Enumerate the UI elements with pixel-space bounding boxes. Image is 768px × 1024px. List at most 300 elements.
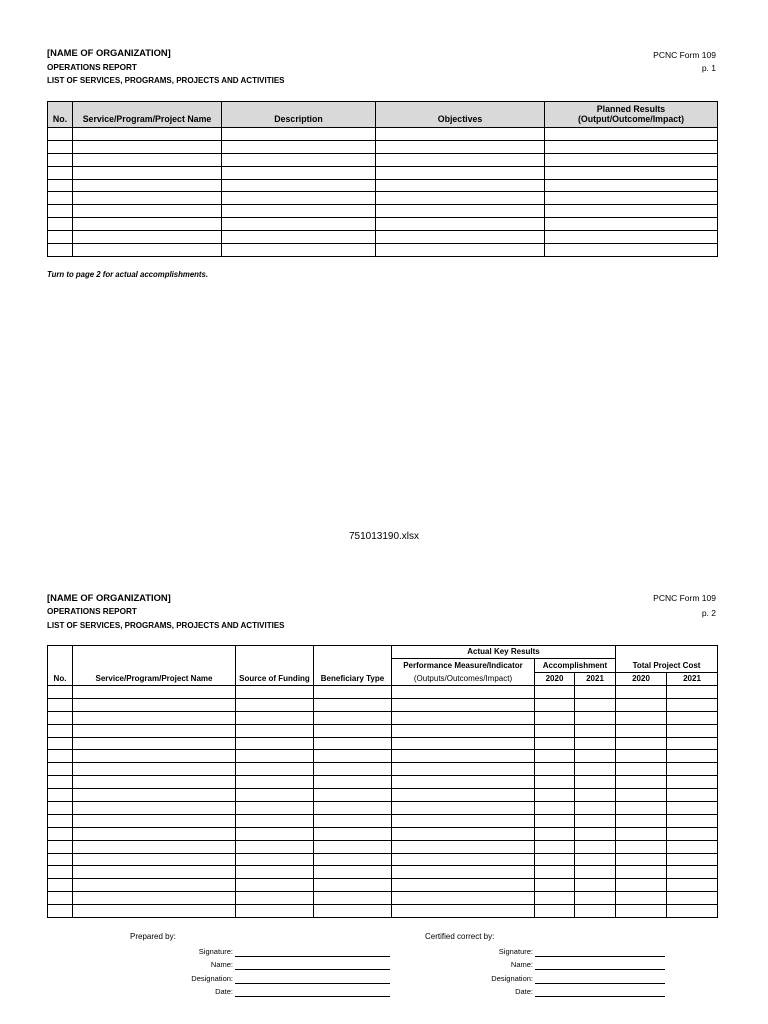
total-cost-2021-cell bbox=[667, 840, 718, 853]
planned-results-cell bbox=[545, 218, 718, 231]
accomplishment-2021-cell bbox=[575, 840, 616, 853]
objectives-cell bbox=[376, 153, 545, 166]
field-label: Date: bbox=[515, 987, 533, 996]
service-name-cell bbox=[73, 892, 236, 905]
total-cost-2021-cell bbox=[667, 686, 718, 699]
objectives-cell bbox=[376, 231, 545, 244]
total-cost-2020-cell bbox=[616, 737, 667, 750]
performance-measure-cell bbox=[392, 802, 535, 815]
table-row bbox=[48, 231, 718, 244]
no-cell bbox=[48, 892, 73, 905]
beneficiary-type-cell bbox=[314, 737, 392, 750]
total-cost-2020-cell bbox=[616, 827, 667, 840]
total-cost-2020-cell bbox=[616, 802, 667, 815]
accomplishment-2020-cell bbox=[535, 866, 575, 879]
table-row bbox=[48, 711, 718, 724]
performance-measure-cell bbox=[392, 866, 535, 879]
no-cell bbox=[48, 218, 73, 231]
source-of-funding-cell bbox=[236, 686, 314, 699]
beneficiary-type-cell bbox=[314, 814, 392, 827]
performance-measure-cell bbox=[392, 827, 535, 840]
source-of-funding-cell bbox=[236, 814, 314, 827]
report-subtitle: LIST OF SERVICES, PROGRAMS, PROJECTS AND ACTIVITIES bbox=[47, 621, 285, 630]
objectives-cell bbox=[376, 166, 545, 179]
accomplishment-2021-cell bbox=[575, 802, 616, 815]
total-cost-2021-cell bbox=[667, 853, 718, 866]
accomplishment-2021-cell bbox=[575, 763, 616, 776]
service-name-cell bbox=[73, 140, 222, 153]
no-cell bbox=[48, 853, 73, 866]
service-name-cell bbox=[73, 750, 236, 763]
table-row bbox=[48, 686, 718, 699]
no-cell bbox=[48, 166, 73, 179]
field-line bbox=[235, 986, 390, 997]
header-project-cost-year: 2021 bbox=[667, 672, 718, 686]
header-planned-results-title: Planned Results bbox=[596, 104, 666, 114]
service-name-cell bbox=[73, 763, 236, 776]
accomplishment-2020-cell bbox=[535, 827, 575, 840]
form-number: PCNC Form 109 bbox=[653, 50, 716, 60]
beneficiary-type-cell bbox=[314, 879, 392, 892]
certified-by-signature-field bbox=[433, 946, 665, 957]
planned-services-table bbox=[47, 101, 718, 257]
service-name-cell bbox=[73, 840, 236, 853]
header-description: Description bbox=[222, 102, 376, 128]
beneficiary-type-cell bbox=[314, 802, 392, 815]
header-project-cost-year: 2020 bbox=[616, 672, 667, 686]
no-cell bbox=[48, 128, 73, 141]
certified-by-designation-field bbox=[433, 973, 665, 984]
header-performance-measure-sub: (Outputs/Outcomes/Impact) bbox=[413, 674, 513, 683]
accomplishment-2020-cell bbox=[535, 802, 575, 815]
field-line bbox=[235, 973, 390, 984]
table-row bbox=[48, 879, 718, 892]
no-cell bbox=[48, 737, 73, 750]
beneficiary-type-cell bbox=[314, 724, 392, 737]
table-row bbox=[48, 218, 718, 231]
table-row bbox=[48, 698, 718, 711]
footer-file-name: 751013190.xlsx bbox=[348, 531, 420, 542]
objectives-cell bbox=[376, 205, 545, 218]
description-cell bbox=[222, 179, 376, 192]
table-row bbox=[48, 166, 718, 179]
header-beneficiary-type: Beneficiary Type bbox=[314, 646, 392, 686]
accomplishment-2021-cell bbox=[575, 724, 616, 737]
header-no: No. bbox=[48, 102, 73, 128]
source-of-funding-cell bbox=[236, 879, 314, 892]
no-cell bbox=[48, 776, 73, 789]
source-of-funding-cell bbox=[236, 802, 314, 815]
performance-measure-cell bbox=[392, 724, 535, 737]
accomplishment-2020-cell bbox=[535, 686, 575, 699]
accomplishment-2021-cell bbox=[575, 905, 616, 918]
certified-by-name-field bbox=[433, 959, 665, 970]
header-accomplishment: Accomplishment bbox=[535, 659, 616, 673]
total-cost-2020-cell bbox=[616, 686, 667, 699]
performance-measure-cell bbox=[392, 698, 535, 711]
accomplishment-2020-cell bbox=[535, 776, 575, 789]
description-cell bbox=[222, 128, 376, 141]
accomplishment-2021-cell bbox=[575, 853, 616, 866]
performance-measure-cell bbox=[392, 776, 535, 789]
prepared-by-name-field bbox=[133, 959, 390, 970]
accomplishment-2020-cell bbox=[535, 737, 575, 750]
performance-measure-cell bbox=[392, 879, 535, 892]
table-row bbox=[48, 905, 718, 918]
source-of-funding-cell bbox=[236, 905, 314, 918]
table-row bbox=[48, 802, 718, 815]
field-line bbox=[535, 973, 665, 984]
total-cost-2020-cell bbox=[616, 698, 667, 711]
table-header-row bbox=[48, 646, 718, 659]
accomplishment-2021-cell bbox=[575, 866, 616, 879]
page-number: p. 2 bbox=[701, 608, 716, 618]
description-cell bbox=[222, 205, 376, 218]
total-cost-2020-cell bbox=[616, 853, 667, 866]
accomplishment-2020-cell bbox=[535, 853, 575, 866]
accomplishment-2020-cell bbox=[535, 814, 575, 827]
prepared-by-date-field bbox=[133, 986, 390, 997]
field-line bbox=[235, 946, 390, 957]
total-cost-2021-cell bbox=[667, 879, 718, 892]
total-cost-2021-cell bbox=[667, 866, 718, 879]
description-cell bbox=[222, 153, 376, 166]
service-name-cell bbox=[73, 905, 236, 918]
performance-measure-cell bbox=[392, 892, 535, 905]
source-of-funding-cell bbox=[236, 737, 314, 750]
table-row bbox=[48, 244, 718, 257]
planned-results-cell bbox=[545, 205, 718, 218]
table-row bbox=[48, 140, 718, 153]
service-name-cell bbox=[73, 698, 236, 711]
source-of-funding-cell bbox=[236, 776, 314, 789]
total-cost-2021-cell bbox=[667, 789, 718, 802]
table-row bbox=[48, 128, 718, 141]
objectives-cell bbox=[376, 179, 545, 192]
no-cell bbox=[48, 789, 73, 802]
source-of-funding-cell bbox=[236, 789, 314, 802]
total-cost-2020-cell bbox=[616, 776, 667, 789]
no-cell bbox=[48, 840, 73, 853]
total-cost-2020-cell bbox=[616, 711, 667, 724]
no-cell bbox=[48, 866, 73, 879]
no-cell bbox=[48, 905, 73, 918]
table-row bbox=[48, 814, 718, 827]
field-label: Date: bbox=[215, 987, 233, 996]
beneficiary-type-cell bbox=[314, 853, 392, 866]
objectives-cell bbox=[376, 218, 545, 231]
total-cost-2021-cell bbox=[667, 724, 718, 737]
no-cell bbox=[48, 231, 73, 244]
beneficiary-type-cell bbox=[314, 866, 392, 879]
service-name-cell bbox=[73, 153, 222, 166]
accomplishment-2020-cell bbox=[535, 905, 575, 918]
service-name-cell bbox=[73, 244, 222, 257]
beneficiary-type-cell bbox=[314, 698, 392, 711]
field-line bbox=[535, 959, 665, 970]
no-cell bbox=[48, 750, 73, 763]
accomplishment-2021-cell bbox=[575, 789, 616, 802]
report-title: OPERATIONS REPORT bbox=[47, 607, 137, 616]
source-of-funding-cell bbox=[236, 711, 314, 724]
report-subtitle: LIST OF SERVICES, PROGRAMS, PROJECTS AND ACTIVITIES bbox=[47, 76, 285, 85]
source-of-funding-cell bbox=[236, 827, 314, 840]
field-label: Name: bbox=[510, 960, 533, 969]
service-name-cell bbox=[73, 205, 222, 218]
prepared-by-signature-field bbox=[133, 946, 390, 957]
beneficiary-type-cell bbox=[314, 776, 392, 789]
total-cost-2021-cell bbox=[667, 698, 718, 711]
service-name-cell bbox=[73, 179, 222, 192]
table-row bbox=[48, 866, 718, 879]
table-row bbox=[48, 776, 718, 789]
objectives-cell bbox=[376, 244, 545, 257]
field-line bbox=[535, 986, 665, 997]
no-cell bbox=[48, 698, 73, 711]
description-cell bbox=[222, 231, 376, 244]
description-cell bbox=[222, 192, 376, 205]
header-source-of-funding: Source of Funding bbox=[236, 646, 314, 686]
performance-measure-cell bbox=[392, 686, 535, 699]
planned-results-cell bbox=[545, 128, 718, 141]
total-cost-2020-cell bbox=[616, 750, 667, 763]
table-row bbox=[48, 737, 718, 750]
header-service-name: Service/Program/Project Name bbox=[73, 646, 236, 686]
description-cell bbox=[222, 244, 376, 257]
header-performance-measure-title: Performance Measure/Indicator bbox=[403, 661, 523, 670]
service-name-cell bbox=[73, 853, 236, 866]
accomplishment-2021-cell bbox=[575, 686, 616, 699]
page-number: p. 1 bbox=[701, 63, 716, 73]
planned-results-cell bbox=[545, 166, 718, 179]
total-cost-2021-cell bbox=[667, 750, 718, 763]
planned-results-cell bbox=[545, 140, 718, 153]
table-row bbox=[48, 750, 718, 763]
performance-measure-cell bbox=[392, 737, 535, 750]
performance-measure-cell bbox=[392, 905, 535, 918]
organization-name: [NAME OF ORGANIZATION] bbox=[47, 592, 171, 603]
total-cost-2021-cell bbox=[667, 711, 718, 724]
no-cell bbox=[48, 205, 73, 218]
form-number: PCNC Form 109 bbox=[653, 593, 716, 603]
service-name-cell bbox=[73, 724, 236, 737]
total-cost-2021-cell bbox=[667, 892, 718, 905]
total-cost-2020-cell bbox=[616, 905, 667, 918]
total-cost-2020-cell bbox=[616, 866, 667, 879]
total-cost-2021-cell bbox=[667, 763, 718, 776]
total-cost-2020-cell bbox=[616, 763, 667, 776]
header-planned-results bbox=[545, 102, 718, 128]
planned-results-cell bbox=[545, 244, 718, 257]
no-cell bbox=[48, 711, 73, 724]
table-row bbox=[48, 153, 718, 166]
description-cell bbox=[222, 140, 376, 153]
beneficiary-type-cell bbox=[314, 750, 392, 763]
performance-measure-cell bbox=[392, 711, 535, 724]
total-cost-2021-cell bbox=[667, 814, 718, 827]
source-of-funding-cell bbox=[236, 866, 314, 879]
total-cost-2021-cell bbox=[667, 905, 718, 918]
service-name-cell bbox=[73, 866, 236, 879]
no-cell bbox=[48, 686, 73, 699]
performance-measure-cell bbox=[392, 853, 535, 866]
performance-measure-cell bbox=[392, 840, 535, 853]
beneficiary-type-cell bbox=[314, 686, 392, 699]
table-row bbox=[48, 827, 718, 840]
objectives-cell bbox=[376, 192, 545, 205]
accomplishment-2021-cell bbox=[575, 814, 616, 827]
organization-name: [NAME OF ORGANIZATION] bbox=[47, 47, 171, 58]
header-service-name: Service/Program/Project Name bbox=[73, 102, 222, 128]
service-name-cell bbox=[73, 192, 222, 205]
total-cost-2021-cell bbox=[667, 776, 718, 789]
table-header-row bbox=[48, 102, 718, 128]
performance-measure-cell bbox=[392, 814, 535, 827]
accomplishment-2021-cell bbox=[575, 879, 616, 892]
accomplishment-2020-cell bbox=[535, 698, 575, 711]
total-cost-2020-cell bbox=[616, 892, 667, 905]
total-cost-2020-cell bbox=[616, 814, 667, 827]
no-cell bbox=[48, 244, 73, 257]
planned-results-cell bbox=[545, 192, 718, 205]
table-row bbox=[48, 205, 718, 218]
header-actual-key-results: Actual Key Results bbox=[392, 646, 616, 659]
performance-measure-cell bbox=[392, 750, 535, 763]
source-of-funding-cell bbox=[236, 853, 314, 866]
no-cell bbox=[48, 879, 73, 892]
table-row bbox=[48, 853, 718, 866]
field-line bbox=[535, 946, 665, 957]
objectives-cell bbox=[376, 140, 545, 153]
service-name-cell bbox=[73, 737, 236, 750]
source-of-funding-cell bbox=[236, 840, 314, 853]
source-of-funding-cell bbox=[236, 698, 314, 711]
performance-measure-cell bbox=[392, 763, 535, 776]
accomplishment-2020-cell bbox=[535, 892, 575, 905]
service-name-cell bbox=[73, 128, 222, 141]
no-cell bbox=[48, 192, 73, 205]
header-accomplishment-year: 2020 bbox=[535, 672, 575, 686]
field-label: Signature: bbox=[498, 947, 533, 956]
table-body bbox=[48, 686, 718, 918]
field-label: Designation: bbox=[191, 974, 233, 983]
accomplishment-2021-cell bbox=[575, 827, 616, 840]
header-total-project-cost: Total Project Cost bbox=[616, 646, 718, 673]
objectives-cell bbox=[376, 128, 545, 141]
service-name-cell bbox=[73, 166, 222, 179]
performance-measure-cell bbox=[392, 789, 535, 802]
service-name-cell bbox=[73, 879, 236, 892]
beneficiary-type-cell bbox=[314, 827, 392, 840]
actual-results-table bbox=[47, 645, 718, 918]
service-name-cell bbox=[73, 802, 236, 815]
table-row bbox=[48, 724, 718, 737]
no-cell bbox=[48, 763, 73, 776]
planned-results-cell bbox=[545, 153, 718, 166]
table-row bbox=[48, 192, 718, 205]
no-cell bbox=[48, 802, 73, 815]
beneficiary-type-cell bbox=[314, 892, 392, 905]
table-row bbox=[48, 840, 718, 853]
service-name-cell bbox=[73, 231, 222, 244]
accomplishment-2020-cell bbox=[535, 724, 575, 737]
no-cell bbox=[48, 140, 73, 153]
source-of-funding-cell bbox=[236, 763, 314, 776]
beneficiary-type-cell bbox=[314, 763, 392, 776]
service-name-cell bbox=[73, 814, 236, 827]
header-performance-measure bbox=[392, 659, 535, 686]
service-name-cell bbox=[73, 827, 236, 840]
header-objectives: Objectives bbox=[376, 102, 545, 128]
table-row bbox=[48, 789, 718, 802]
description-cell bbox=[222, 166, 376, 179]
accomplishment-2021-cell bbox=[575, 711, 616, 724]
no-cell bbox=[48, 724, 73, 737]
certified-by-date-field bbox=[433, 986, 665, 997]
field-label: Designation: bbox=[491, 974, 533, 983]
no-cell bbox=[48, 179, 73, 192]
accomplishment-2021-cell bbox=[575, 737, 616, 750]
beneficiary-type-cell bbox=[314, 711, 392, 724]
total-cost-2020-cell bbox=[616, 789, 667, 802]
total-cost-2021-cell bbox=[667, 802, 718, 815]
accomplishment-2021-cell bbox=[575, 892, 616, 905]
total-cost-2020-cell bbox=[616, 840, 667, 853]
table-row bbox=[48, 892, 718, 905]
table-row bbox=[48, 179, 718, 192]
total-cost-2021-cell bbox=[667, 737, 718, 750]
description-cell bbox=[222, 218, 376, 231]
accomplishment-2020-cell bbox=[535, 763, 575, 776]
header-no: No. bbox=[48, 646, 73, 686]
no-cell bbox=[48, 827, 73, 840]
header-planned-results-sub: (Output/Outcome/Impact) bbox=[577, 114, 685, 124]
prepared-by-heading: Prepared by: bbox=[130, 932, 176, 941]
accomplishment-2021-cell bbox=[575, 750, 616, 763]
table-row bbox=[48, 763, 718, 776]
accomplishment-2021-cell bbox=[575, 776, 616, 789]
header-accomplishment-year: 2021 bbox=[575, 672, 616, 686]
field-label: Name: bbox=[210, 960, 233, 969]
no-cell bbox=[48, 153, 73, 166]
field-line bbox=[235, 959, 390, 970]
certified-by-heading: Certified correct by: bbox=[425, 932, 495, 941]
service-name-cell bbox=[73, 686, 236, 699]
planned-results-cell bbox=[545, 179, 718, 192]
no-cell bbox=[48, 814, 73, 827]
source-of-funding-cell bbox=[236, 892, 314, 905]
accomplishment-2020-cell bbox=[535, 879, 575, 892]
accomplishment-2021-cell bbox=[575, 698, 616, 711]
total-cost-2020-cell bbox=[616, 879, 667, 892]
service-name-cell bbox=[73, 711, 236, 724]
accomplishment-2020-cell bbox=[535, 840, 575, 853]
table-body bbox=[48, 128, 718, 257]
planned-results-cell bbox=[545, 231, 718, 244]
report-title: OPERATIONS REPORT bbox=[47, 63, 137, 72]
field-label: Signature: bbox=[198, 947, 233, 956]
accomplishment-2020-cell bbox=[535, 711, 575, 724]
beneficiary-type-cell bbox=[314, 840, 392, 853]
source-of-funding-cell bbox=[236, 724, 314, 737]
total-cost-2021-cell bbox=[667, 827, 718, 840]
total-cost-2020-cell bbox=[616, 724, 667, 737]
prepared-by-designation-field bbox=[133, 973, 390, 984]
service-name-cell bbox=[73, 776, 236, 789]
accomplishment-2020-cell bbox=[535, 750, 575, 763]
service-name-cell bbox=[73, 789, 236, 802]
service-name-cell bbox=[73, 218, 222, 231]
